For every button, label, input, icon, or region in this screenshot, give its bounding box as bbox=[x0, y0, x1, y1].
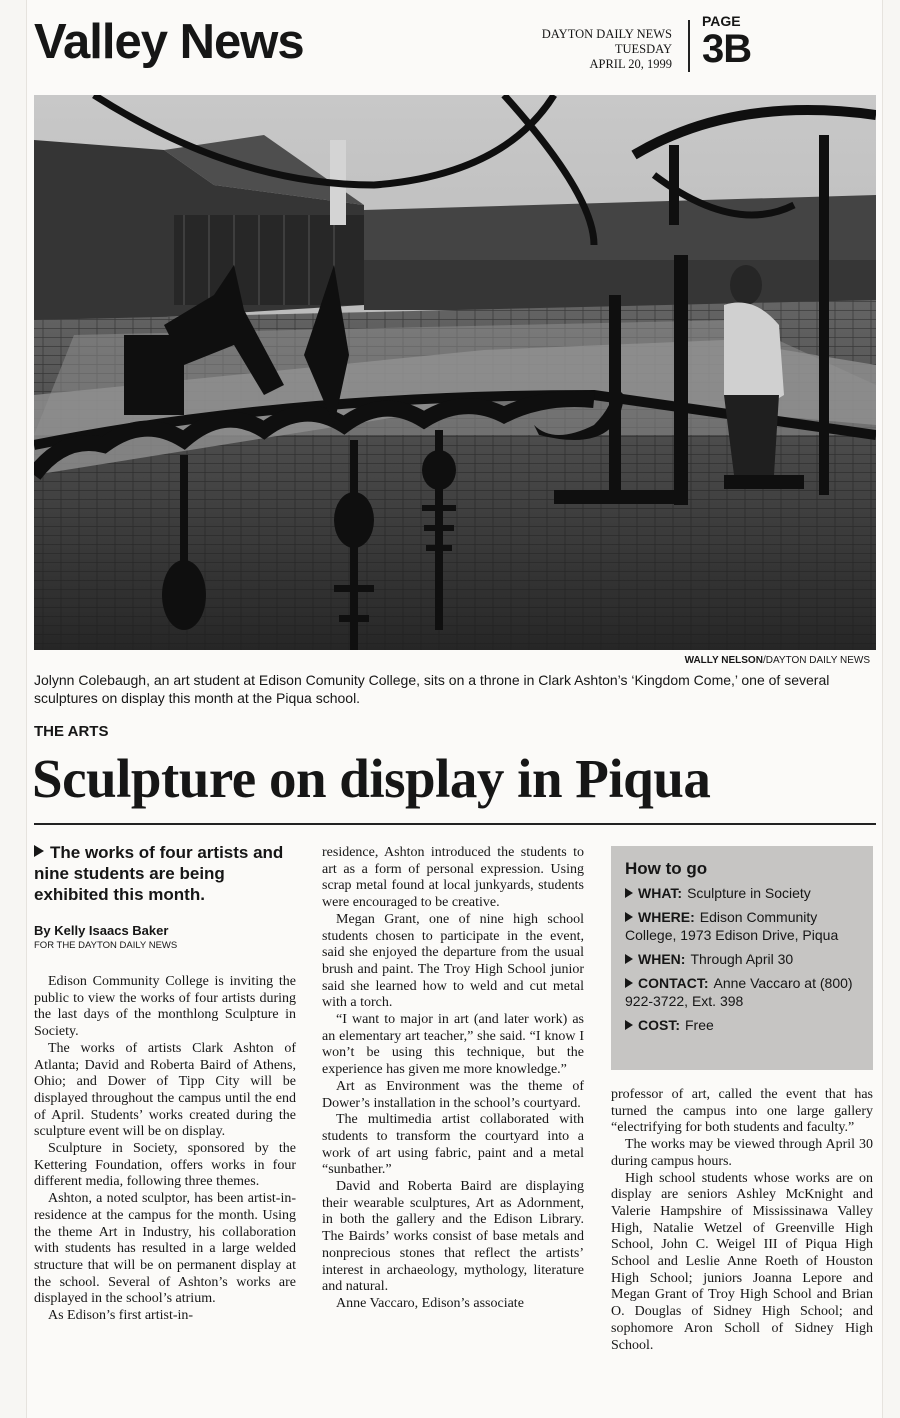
paragraph: “I want to major in art (and later work) as an elementary art teacher,” she said. “I know I won’t be using this technique, but the experience has given me more knowledge.” bbox=[322, 1012, 584, 1078]
dateline bbox=[452, 27, 672, 72]
paragraph: As Edison’s first artist-in- bbox=[48, 1308, 194, 1324]
article-headline: Sculpture on display in Piqua bbox=[32, 748, 711, 809]
paragraph: Ashton, a noted sculptor, has been artist-in-residence at the campus for the month. Using the theme Art in Industry, his collaboration with students has resulted in a large welded structure that will be on permanent display at the school. Several of Ashton’s works are displayed in the school’s atrium. bbox=[34, 1191, 296, 1307]
info-row-where: WHERE: Edison Community College, 1973 Edison Drive, Piqua bbox=[625, 909, 839, 943]
triangle-bullet-icon bbox=[625, 1020, 633, 1030]
paper-name: DAYTON DAILY NEWS bbox=[541, 27, 672, 41]
article-column-1 bbox=[34, 842, 296, 1325]
photo-credit bbox=[685, 655, 870, 666]
info-row-when: WHEN: Through April 30 bbox=[625, 950, 861, 968]
paragraph: David and Roberta Baird are displaying their wearable sculptures, Art as Adornment, in both the gallery and the Edison Library. The Bairds’ works consist of base metals and nonprecious stones that reflect the artists’ interest in archaeology, mythology, literature and natural. bbox=[322, 1179, 584, 1295]
paragraph: The works of artists Clark Ashton of Atlanta; David and Roberta Baird of Athens, Ohio; and Dower of Tipp City will be displayed throughout the campus until the end of April. Students’ works created during the sculpture event will be on display. bbox=[34, 1040, 296, 1140]
how-to-go-title: How to go bbox=[625, 859, 708, 878]
section-title: Valley News bbox=[34, 15, 304, 69]
headline-rule bbox=[34, 823, 876, 825]
publish-day: TUESDAY bbox=[614, 42, 672, 56]
triangle-bullet-icon bbox=[625, 912, 633, 922]
byline-affiliation: FOR THE DAYTON DAILY NEWS bbox=[34, 940, 178, 951]
triangle-bullet-icon bbox=[625, 978, 633, 988]
info-row-what: WHAT: Sculpture in Society bbox=[625, 884, 861, 902]
paragraph: Sculpture in Society, sponsored by the Kettering Foundation, offers works in four different media, following three themes. bbox=[34, 1141, 296, 1190]
info-row-cost: COST: Free bbox=[625, 1016, 861, 1034]
sculpture-photo-illustration bbox=[34, 95, 876, 650]
photo-credit-org: /DAYTON DAILY NEWS bbox=[762, 655, 870, 666]
paragraph: Megan Grant, one of nine high school students chosen to participate in the event, said she enjoyed the departure from the usual brush and paint. The Troy High School junior said she learned how to weld and cut metal with a torch. bbox=[322, 911, 584, 1011]
masthead bbox=[34, 12, 864, 82]
paragraph: Art as Environment was the theme of Dower’s installation in the school’s courtyard. bbox=[322, 1078, 584, 1111]
page-number: 3B bbox=[702, 27, 752, 71]
paragraph: Edison Community College is inviting the public to view the works of four artists during the last days of the monthlong Sculpture in Society. bbox=[34, 974, 296, 1040]
page-number-block bbox=[702, 12, 752, 71]
photo-caption: Jolynn Colebaugh, an art student at Edison Comunity College, sits on a throne in Clark Ashton’s ‘Kingdom Come,’ one of several sculptures on display this month at the Piqua school. bbox=[34, 672, 830, 706]
paragraph: High school students whose works are on display are seniors Ashley McKnight and Valerie Hampshire of Mississinawa Valley High, Natalie Wetzel of Greenville High School, John C. Weigel III of Piqua High School and Leslie Anne Roeth of Houston High School; juniors Joanna Lepore and Megan Grant of Troy High School and Brian O. Douglas of Sidney High School; and sophomore Aron Scholl of Sidney High School. bbox=[611, 1170, 873, 1353]
how-to-go-box bbox=[611, 846, 873, 1070]
page-label: PAGE bbox=[702, 13, 741, 29]
paragraph: professor of art, called the event that has turned the campus into one large gallery “electrifying for both students and faculty.” bbox=[611, 1087, 873, 1136]
article-summary bbox=[34, 842, 296, 905]
triangle-bullet-icon bbox=[625, 888, 633, 898]
article-column-3 bbox=[611, 1087, 873, 1354]
triangle-bullet-icon bbox=[34, 845, 44, 857]
masthead-divider bbox=[688, 20, 690, 72]
paragraph: residence, Ashton introduced the students to art as a form of personal expression. Using scrap metal found at local junkyards, students were encouraged to be creative. bbox=[322, 845, 584, 911]
info-row-contact: CONTACT: Anne Vaccaro at (800) 922-3722, Ext. 398 bbox=[625, 975, 853, 1009]
paragraph: Anne Vaccaro, Edison’s associate bbox=[336, 1295, 524, 1311]
publish-date: APRIL 20, 1999 bbox=[589, 57, 672, 71]
section-kicker: THE ARTS bbox=[34, 723, 109, 740]
photographer-name: WALLY NELSON bbox=[684, 655, 763, 666]
feature-photo bbox=[34, 95, 876, 650]
article-column-2 bbox=[322, 845, 584, 1313]
summary-text: The works of four artists and nine students are being exhibited this month. bbox=[34, 843, 284, 904]
byline: By Kelly Isaacs Baker bbox=[34, 923, 169, 938]
paragraph: The works may be viewed through April 30 during campus hours. bbox=[611, 1137, 873, 1169]
paragraph: The multimedia artist collaborated with students to transform the courtyard into a work of art using fabric, paint and a metal “sunbather.” bbox=[322, 1112, 584, 1178]
triangle-bullet-icon bbox=[625, 954, 633, 964]
